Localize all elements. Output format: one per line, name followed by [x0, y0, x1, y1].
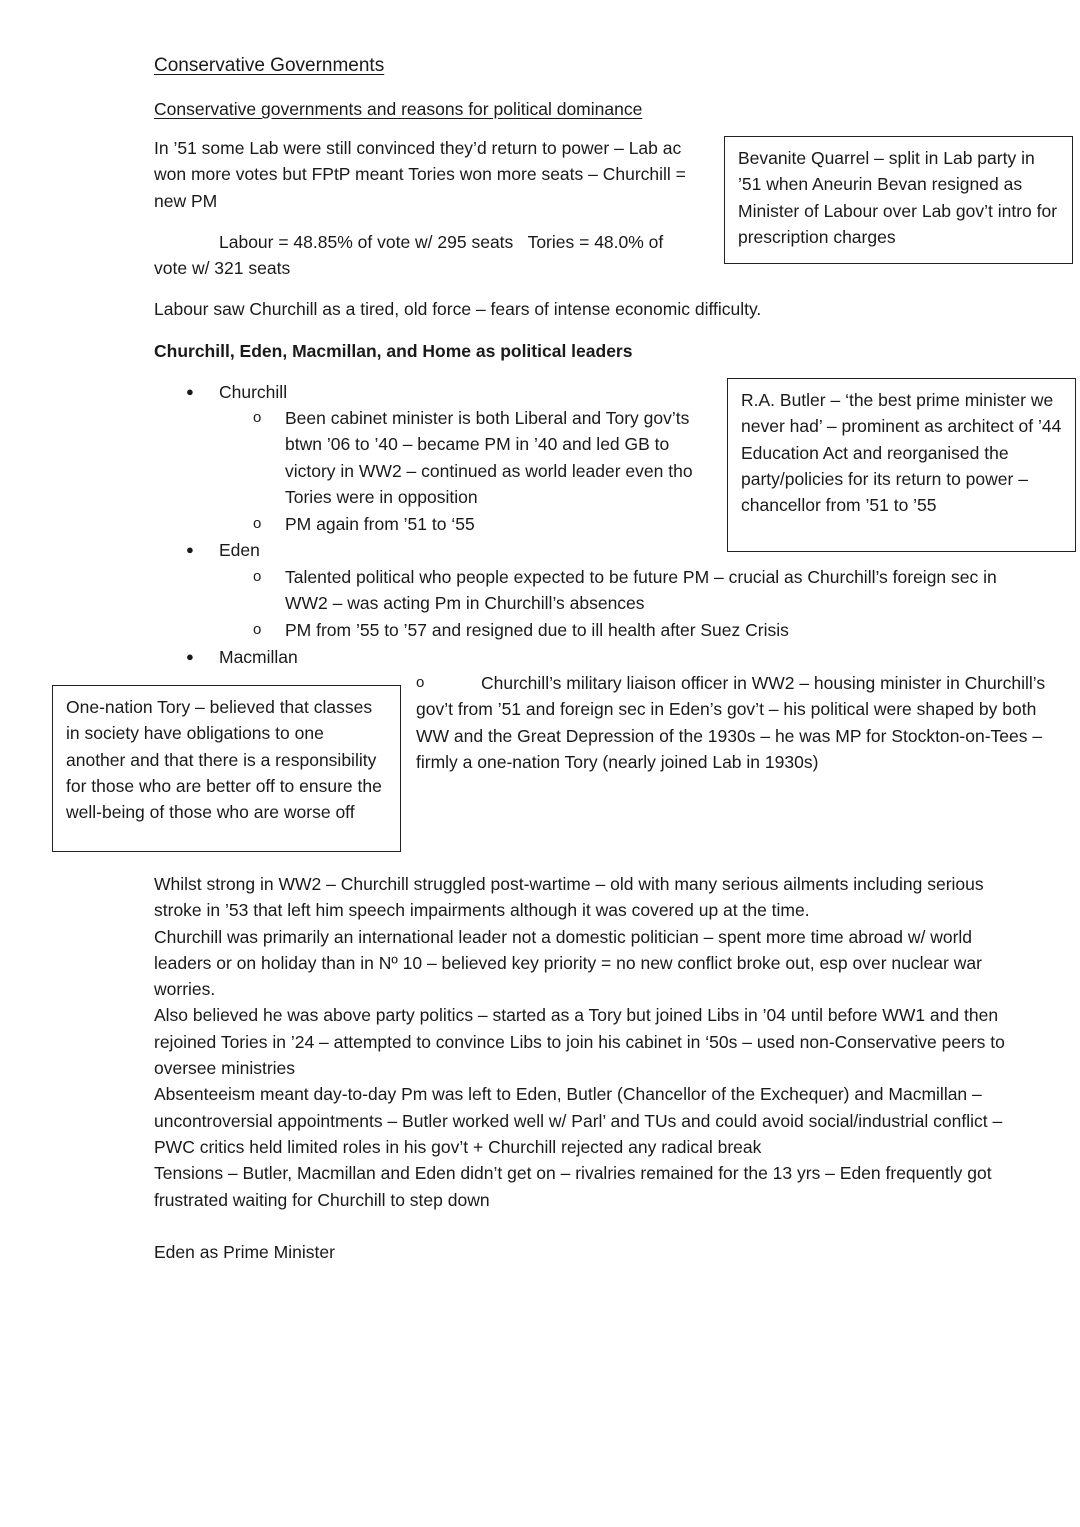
eden-section-heading: Eden as Prime Minister: [154, 1242, 335, 1262]
sub-bullet-icon: o: [253, 409, 262, 426]
note-bevanite-text: Bevanite Quarrel – split in Lab party in ’51 when Aneurin Bevan resigned as Minister of Labour over Lab gov’t intro for prescription charges: [738, 148, 1058, 247]
paragraph-international: Churchill was primarily an international leader not a domestic politician – spent more time abroad w/ world leaders or on holiday than in Nº 10 – believed key priority = no new conflict broke out, esp over nuclear war worries.: [154, 926, 982, 1000]
eden-point-2: PM from ’55 to ’57 and resigned due to ill health after Suez Crisis: [285, 620, 789, 640]
note-butler-text: R.A. Butler – ‘the best prime minister we never had’ – prominent as architect of ’44 Education Act and reorganised the party/policies for its return to power – chancellor from ’51 to ’55: [741, 390, 1062, 516]
paragraph-party-politics: Also believed he was above party politics – started as a Tory but joined Libs in ’04 until before WW1 and then rejoined Tories in ’24 – attempted to convince Libs to join his cabinet in ‘50s – used non-Conservative peers to oversee ministries: [154, 1005, 1005, 1079]
eden-point-1: Talented political who people expected to be future PM – crucial as Churchill’s foreign sec in WW2 – was acting Pm in Churchill’s absences: [285, 567, 997, 614]
sub-bullet-icon: o: [253, 515, 262, 532]
leader-eden: Eden: [219, 540, 260, 560]
note-box-butler: [727, 378, 1076, 552]
bullet-icon: ●: [186, 542, 194, 557]
churchill-point-1: Been cabinet minister is both Liberal and Tory gov’ts btwn ’06 to ’40 – became PM in ’40 and led GB to victory in WW2 – continued as world leader even tho Tories were in opposition: [285, 408, 693, 507]
body-paragraphs: [154, 871, 1034, 1213]
note-box-one-nation: [52, 685, 401, 852]
vote-line-2: vote w/ 321 seats: [154, 258, 291, 278]
paragraph-absenteeism: Absenteeism meant day-to-day Pm was left to Eden, Butler (Chancellor of the Exchequer) and Macmillan – uncontroversial appointments – Butler worked well w/ Parl’ and TUs and could avoid social/industrial conflict – PWC critics held limited roles in his gov’t + Churchill rejected any radical break: [154, 1084, 1003, 1157]
intro-paragraph: In ’51 some Lab were still convinced they’d return to power – Lab ac won more votes but FPtP meant Tories won more seats – Churchill = new PM: [154, 138, 686, 211]
sub-bullet-icon: o: [416, 674, 425, 691]
leader-macmillan: Macmillan: [219, 647, 298, 667]
macmillan-point: Churchill’s military liaison officer in WW2 – housing minister in Churchill’s gov’t from ’51 and foreign sec in Eden’s gov’t – his political were shaped by both WW and the Great Depression of the 1930s – he was MP for Stockton-on-Tees – firmly a one-nation Tory (nearly joined Lab in 1930s): [416, 673, 1046, 772]
leader-churchill: Churchill: [219, 382, 288, 402]
vote-line-1: Labour = 48.85% of vote w/ 295 seats Tories = 48.0% of: [219, 232, 664, 252]
paragraph-health: Whilst strong in WW2 – Churchill struggled post-wartime – old with many serious ailments including serious stroke in ’53 that left him speech impairments although it was covered up at the time.: [154, 874, 984, 921]
bullet-icon: ●: [186, 649, 194, 664]
paragraph-tensions: Tensions – Butler, Macmillan and Eden didn’t get on – rivalries remained for the 13 yrs – Eden frequently got frustrated waiting for Churchill to step down: [154, 1163, 992, 1210]
labour-view: Labour saw Churchill as a tired, old force – fears of intense economic difficulty.: [154, 299, 762, 319]
section-subtitle: Conservative governments and reasons for political dominance: [154, 99, 643, 119]
page-title: Conservative Governments: [154, 55, 385, 76]
churchill-point-2: PM again from ’51 to ‘55: [285, 514, 475, 534]
note-one-nation-text: One-nation Tory – believed that classes in society have obligations to one another and that there is a responsibility for those who are better off to ensure the well-being of those who are worse off: [66, 697, 382, 823]
leaders-heading: Churchill, Eden, Macmillan, and Home as political leaders: [154, 341, 633, 361]
note-box-bevanite: [724, 136, 1073, 264]
bullet-icon: ●: [186, 384, 194, 399]
sub-bullet-icon: o: [253, 621, 262, 638]
sub-bullet-icon: o: [253, 568, 262, 585]
